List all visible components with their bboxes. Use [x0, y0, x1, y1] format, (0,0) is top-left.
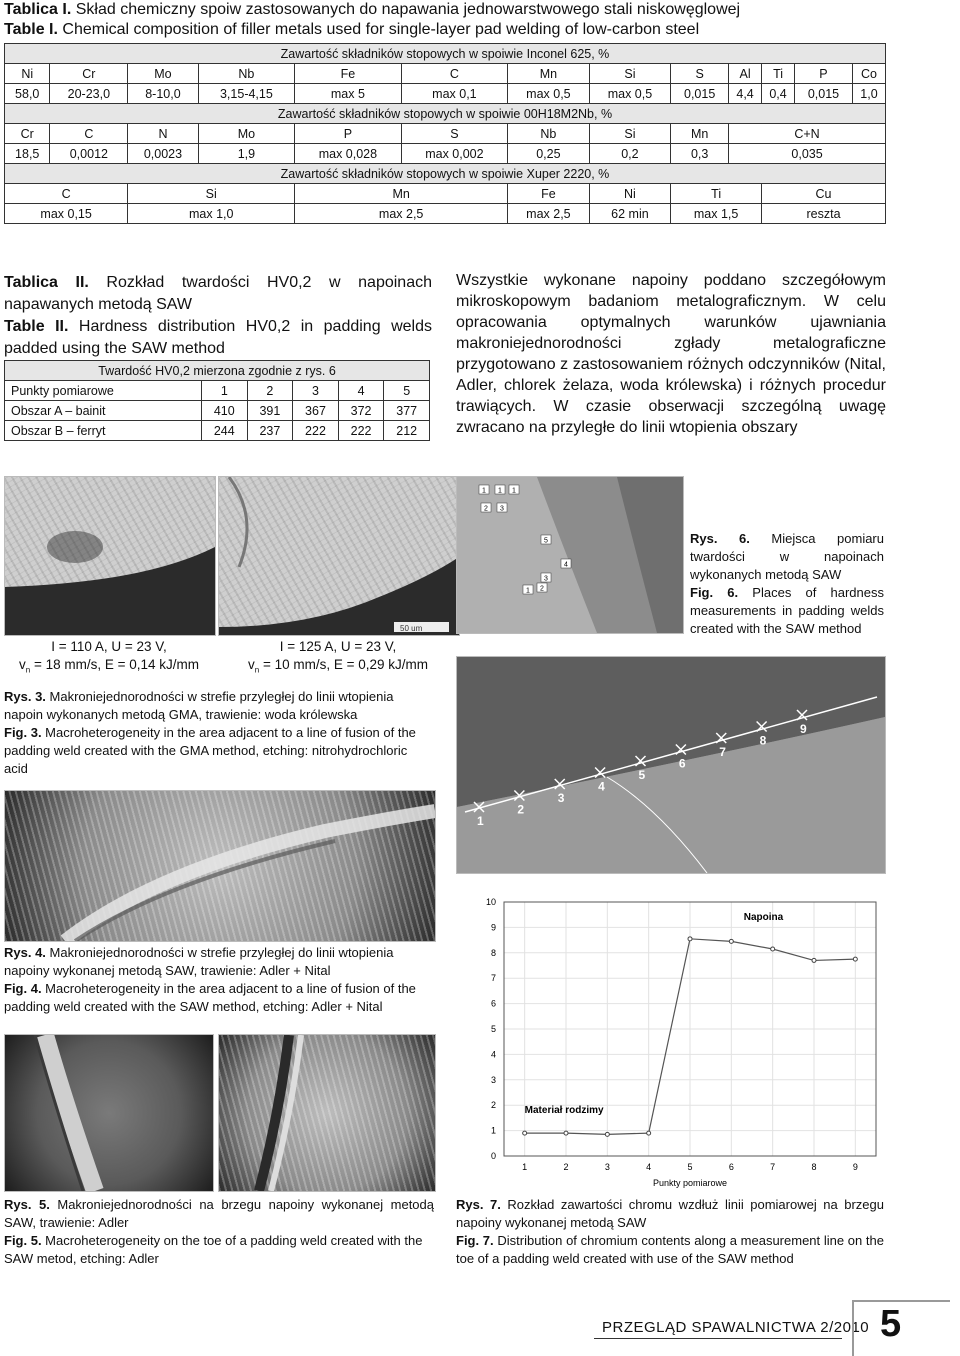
- chart-point: [523, 1131, 527, 1135]
- table1-cell: max 5: [295, 84, 401, 104]
- table1-cell: 4,4: [729, 84, 762, 104]
- table2-cell: 222: [293, 421, 339, 441]
- fig4-caption-pl-label: Rys. 4.: [4, 945, 46, 960]
- fig3-params-left-sub: n: [25, 665, 31, 675]
- table1-col-header: Mn: [295, 184, 508, 204]
- fig5-photo-right: [218, 1034, 436, 1192]
- table1-title: [4, 0, 954, 40]
- fig6-top-overlay: [457, 477, 683, 633]
- table2: [4, 360, 430, 441]
- chart-annotation-material: Materiał rodzimy: [524, 1104, 604, 1116]
- table2-cell: 367: [293, 401, 339, 421]
- table1-section-header: Zawartość składników stopowych w spoiwie Xuper 2220, %: [5, 164, 886, 184]
- chart-xtick-label: 5: [687, 1162, 693, 1172]
- fig5-caption-en: Macroheterogeneity on the toe of a padding weld created with the SAW metod, etching: Adler: [4, 1233, 423, 1266]
- table2-title-pl: Rozkład twardości HV0,2 w napoinach napawanych metodą SAW: [4, 274, 432, 313]
- table1-col-header: Ni: [589, 184, 671, 204]
- table1-cell: max 0,028: [295, 144, 401, 164]
- chart-xlabel: Punkty pomiarowe: [652, 1178, 728, 1188]
- table2-row-label: Obszar B – ferryt: [5, 421, 202, 441]
- table1-col-header: Cu: [762, 184, 886, 204]
- fig7-caption-en-label: Fig. 7.: [456, 1233, 494, 1248]
- fig6-point-label: 7: [719, 745, 726, 759]
- fig6-point-label: 5: [638, 768, 646, 782]
- table1-col-header: Fe: [295, 64, 401, 84]
- table1-col-header: C: [50, 124, 128, 144]
- fig3-photo-left: [4, 476, 216, 636]
- fig6-marker-label: 1: [482, 487, 486, 495]
- fig5-photo-left: [4, 1034, 214, 1192]
- table1-col-header: S: [671, 64, 729, 84]
- footer-journal: PRZEGLĄD SPAWALNICTWA 2/2010: [602, 1319, 870, 1336]
- table2-cell: 3: [293, 381, 339, 401]
- chart-xtick-label: 2: [563, 1162, 569, 1172]
- table1-col-header: Si: [128, 184, 295, 204]
- table2-title: [4, 272, 432, 360]
- fig6-large-overlay: [457, 657, 885, 873]
- table1-col-header: Nb: [198, 64, 295, 84]
- table1-col-header: N: [128, 124, 198, 144]
- table1-col-header: Al: [729, 64, 762, 84]
- table1-col-header: Mn: [671, 124, 729, 144]
- fig4-caption-en: Macroheterogeneity in the area adjacent to a line of fusion of the padding weld created with the SAW method, etching: Adler + Nital: [4, 981, 416, 1014]
- fig4-caption-pl: Makroniejednorodności w strefie przyległej do linii wtopienia napoiny wykonanej metodą SAW, trawienie: Adler + Nital: [4, 945, 394, 978]
- table1-cell: max 0,1: [401, 84, 507, 104]
- fig7-caption-pl: Rozkład zawartości chromu wzdłuż linii pomiarowej na brzegu napoiny wykonanej metodą SAW: [456, 1197, 884, 1230]
- fig3-fusion-left: [5, 477, 215, 635]
- table1-col-header: C: [5, 184, 128, 204]
- table1-row: [5, 64, 886, 84]
- table1-col-header: P: [295, 124, 401, 144]
- table1-col-header: P: [795, 64, 853, 84]
- table2-row: [5, 381, 430, 401]
- table1-col-header: Ti: [762, 64, 795, 84]
- fig3-params-right-sub: n: [254, 665, 260, 675]
- fig4-photo: [4, 790, 436, 942]
- table1-row: [5, 184, 886, 204]
- fig7-caption-en: Distribution of chromium contents along a measurement line on the toe of a padding weld created with use of the SAW method: [456, 1233, 885, 1266]
- table2-row-label: Obszar A – bainit: [5, 401, 202, 421]
- fig6-point-label: 9: [800, 722, 807, 736]
- table1-col-header: Mn: [508, 64, 590, 84]
- fig6-caption-en-label: Fig. 6.: [690, 585, 739, 600]
- fig6-point-label: 8: [759, 733, 767, 748]
- fig5-caption-pl-label: Rys. 5.: [4, 1197, 50, 1212]
- fig6-point-label: 2: [517, 802, 525, 817]
- table2-row: [5, 401, 430, 421]
- chart-point: [853, 957, 857, 961]
- table1-cell: 0,2: [589, 144, 671, 164]
- fig3-caption-en: Macroheterogeneity in the area adjacent to a line of fusion of the padding weld created with the GMA method, etching: nitrohydrochloric acid: [4, 725, 416, 776]
- fig3-scale-label: 50 um: [400, 624, 423, 633]
- table2-title-pl-label: Tablica II.: [4, 274, 89, 291]
- table2-header: Twardość HV0,2 mierzona zgodnie z rys. 6: [5, 361, 430, 381]
- table1-cell: 1,9: [198, 144, 295, 164]
- fig5-caption-pl: Makroniejednorodności na brzegu napoiny wykonanej metodą SAW, trawienie: Adler: [4, 1197, 434, 1230]
- fig7-chart-svg: [456, 890, 884, 1190]
- chart-xtick-label: 3: [604, 1162, 610, 1172]
- fig5-caption: [4, 1196, 434, 1268]
- table1-cell: max 2,5: [508, 204, 590, 224]
- chart-point: [771, 947, 775, 951]
- fig6-marker-label: 5: [544, 537, 548, 545]
- fig7-chart: [456, 890, 884, 1190]
- fig4-fusion-band: [5, 791, 435, 941]
- chart-xtick-label: 8: [811, 1162, 817, 1172]
- chart-ytick-label: 9: [490, 922, 496, 933]
- fig3-params-left-line1: I = 110 A, U = 23 V,: [51, 639, 167, 654]
- table1-cell: 0,0012: [50, 144, 128, 164]
- chart-ytick-label: 5: [490, 1024, 496, 1034]
- fig6-point-label: 6: [678, 756, 686, 771]
- chart-ytick-label: 6: [490, 998, 496, 1009]
- table1-col-header: C: [401, 64, 507, 84]
- fig3-caption-pl-label: Rys. 3.: [4, 689, 46, 704]
- chart-ytick-label: 0: [490, 1151, 496, 1161]
- fig6-caption-pl: Miejsca pomiaru twardości w napoinach wykonanych metodą SAW: [690, 531, 884, 582]
- page-number: 5: [880, 1303, 902, 1345]
- fig6-marker-label: 3: [544, 575, 548, 583]
- table1-row: [5, 204, 886, 224]
- table1-title-en: Chemical composition of filler metals used for single-layer pad welding of low-carbon steel: [57, 21, 700, 38]
- table2-cell: 377: [384, 401, 430, 421]
- fig6-marker-label: 1: [512, 487, 516, 495]
- chart-ytick-label: 8: [490, 947, 496, 958]
- table2-row: [5, 421, 430, 441]
- chart-point: [564, 1131, 568, 1135]
- table2-title-en: Hardness distribution HV0,2 in padding welds padded using the SAW method: [4, 318, 433, 357]
- table1-section-header: Zawartość składników stopowych w spoiwie Inconel 625, %: [5, 44, 886, 64]
- chart-annotation-napoina: Napoina: [743, 911, 784, 923]
- table1-cell: 0,3: [671, 144, 729, 164]
- table2-cell: 244: [202, 421, 248, 441]
- table1-col-header: Co: [852, 64, 885, 84]
- table2-cell: 222: [338, 421, 384, 441]
- fig5-caption-en-label: Fig. 5.: [4, 1233, 42, 1248]
- table1-cell: 62 min: [589, 204, 671, 224]
- fig3-params-left-v: v: [18, 657, 26, 672]
- chart-point: [647, 1131, 651, 1135]
- fig6-point-label: 3: [557, 791, 565, 805]
- table1-row: [5, 124, 886, 144]
- table1-row: [5, 84, 886, 104]
- table2-cell: 4: [338, 381, 384, 401]
- table1-cell: max 1,0: [128, 204, 295, 224]
- table1-cell: max 2,5: [295, 204, 508, 224]
- chart-ytick-label: 10: [485, 897, 496, 907]
- fig3-caption-en-label: Fig. 3.: [4, 725, 42, 740]
- table1-cell: 3,15-4,15: [198, 84, 295, 104]
- table2-row-label: Punkty pomiarowe: [5, 381, 202, 401]
- fig6-caption: [690, 530, 884, 638]
- table2-cell: 1: [202, 381, 248, 401]
- fig3-caption-pl: Makroniejednorodności w strefie przyległej do linii wtopienia napoin wykonanych metodą GMA, trawienie: woda królewska: [4, 689, 394, 722]
- table1-cell: 8-10,0: [128, 84, 198, 104]
- table1-cell: 58,0: [5, 84, 50, 104]
- chart-xtick-label: 9: [852, 1162, 858, 1172]
- table1-col-header: Mo: [128, 64, 198, 84]
- fig3-photo-right: [218, 476, 460, 636]
- table2-cell: 237: [247, 421, 293, 441]
- chart-xtick-label: 6: [728, 1162, 734, 1172]
- fig3-params-right-v: v: [247, 657, 255, 672]
- fig3-params-left: [4, 638, 214, 680]
- fig6-photo-large: [456, 656, 886, 874]
- table1-cell: 1,0: [852, 84, 885, 104]
- fig6-caption-pl-label: Rys. 6.: [690, 531, 750, 546]
- table2-cell: 410: [202, 401, 248, 421]
- table2-cell: 5: [384, 381, 430, 401]
- chart-xtick-label: 4: [646, 1162, 652, 1172]
- fig7-caption: [456, 1196, 884, 1268]
- table1-cell: 20-23,0: [50, 84, 128, 104]
- table1-section-header: Zawartość składników stopowych w spoiwie 00H18M2Nb, %: [5, 104, 886, 124]
- fig6-caption-en: Places of hardness measurements in padding welds created with the SAW method: [690, 585, 884, 636]
- chart-point: [605, 1132, 609, 1136]
- table1-title-pl: Skład chemiczny spoiw zastosowanych do napawania jednowarstwowego stali niskowęglowej: [71, 1, 741, 18]
- fig4-caption: [4, 944, 434, 1016]
- table1-cell: 0,015: [795, 84, 853, 104]
- fig6-marker-label: 2: [484, 505, 488, 513]
- fig3-params-right-line1: I = 125 A, U = 23 V,: [279, 639, 397, 654]
- footer-rule: [594, 1338, 842, 1339]
- table1-cell: reszta: [762, 204, 886, 224]
- table2-cell: 2: [247, 381, 293, 401]
- table1-cell: max 0,5: [589, 84, 671, 104]
- chart-xtick-label: 1: [522, 1162, 528, 1172]
- fig3-params-right-line2: = 10 mm/s, E = 0,29 kJ/mm: [259, 657, 428, 672]
- table1-col-header: C+N: [729, 124, 886, 144]
- fig4-caption-en-label: Fig. 4.: [4, 981, 42, 996]
- table1-cell: 0,015: [671, 84, 729, 104]
- fig6-photo-top: [456, 476, 684, 634]
- fig3-params-right: [218, 638, 458, 680]
- table1-col-header: Ti: [671, 184, 762, 204]
- fig6-marker-label: 2: [540, 585, 544, 593]
- fig6-point-label: 1: [477, 814, 484, 828]
- fig3-caption: [4, 688, 434, 778]
- chart-ytick-label: 7: [490, 973, 496, 984]
- fig6-marker-label: 1: [526, 587, 530, 595]
- fig6-point-label: 4: [598, 779, 605, 794]
- table1-col-header: Cr: [5, 124, 50, 144]
- table1-col-header: Fe: [508, 184, 590, 204]
- table1-col-header: Cr: [50, 64, 128, 84]
- table1-col-header: Si: [589, 124, 671, 144]
- table1-cell: 0,4: [762, 84, 795, 104]
- table1-col-header: Si: [589, 64, 671, 84]
- fig7-caption-pl-label: Rys. 7.: [456, 1197, 501, 1212]
- fig3-fusion-right: [219, 477, 459, 635]
- chart-ytick-label: 4: [490, 1049, 496, 1060]
- chart-point: [729, 939, 733, 943]
- table2-cell: 372: [338, 401, 384, 421]
- table1-cell: 18,5: [5, 144, 50, 164]
- chart-ytick-label: 2: [490, 1100, 496, 1111]
- table1-cell: max 1,5: [671, 204, 762, 224]
- fig3-params-left-line2: = 18 mm/s, E = 0,14 kJ/mm: [30, 657, 199, 672]
- table1-cell: 0,0023: [128, 144, 198, 164]
- fig6-marker-label: 4: [564, 561, 568, 569]
- fig5-structure-left: [5, 1035, 213, 1191]
- chart-point: [688, 937, 692, 941]
- table1-row: [5, 144, 886, 164]
- table2-title-en-label: Table II.: [4, 318, 69, 335]
- table1-cell: 0,25: [508, 144, 590, 164]
- chart-ytick-label: 3: [490, 1074, 496, 1085]
- table1-cell: max 0,5: [508, 84, 590, 104]
- fig5-structure-right: [219, 1035, 435, 1191]
- table1: [4, 43, 886, 224]
- fig6-marker-label: 1: [498, 487, 502, 495]
- table1-cell: max 0,002: [401, 144, 507, 164]
- table1-col-header: Ni: [5, 64, 50, 84]
- chart-xtick-label: 7: [770, 1162, 776, 1172]
- chart-point: [812, 958, 816, 962]
- table1-col-header: Nb: [508, 124, 590, 144]
- body-text: Wszystkie wykonane napoiny poddano szczegółowym mikroskopowym badaniom metalograficznym. W celu opracowania optymalnych warunków ujawniania makroniejednorodności zgłady metalograficzne przygotowano z zastosowaniem różnych odczynników (Nital, Adler, chlorek żelaza, woda królewska) i różnych procedur trawiących. W czasie obserwacji szczególną uwagę zwracano na przyległe do linii wtopienia obszary: [456, 272, 886, 436]
- chart-ytick-label: 1: [490, 1125, 496, 1136]
- fig6-marker-label: 3: [500, 505, 504, 513]
- table1-col-header: Mo: [198, 124, 295, 144]
- table1-title-pl-label: Tablica I.: [4, 1, 72, 18]
- table2-cell: 212: [384, 421, 430, 441]
- table1-cell: max 0,15: [5, 204, 128, 224]
- table2-cell: 391: [247, 401, 293, 421]
- table1-title-en-label: Table I.: [4, 21, 58, 38]
- table1-col-header: S: [401, 124, 507, 144]
- table1-cell: 0,035: [729, 144, 886, 164]
